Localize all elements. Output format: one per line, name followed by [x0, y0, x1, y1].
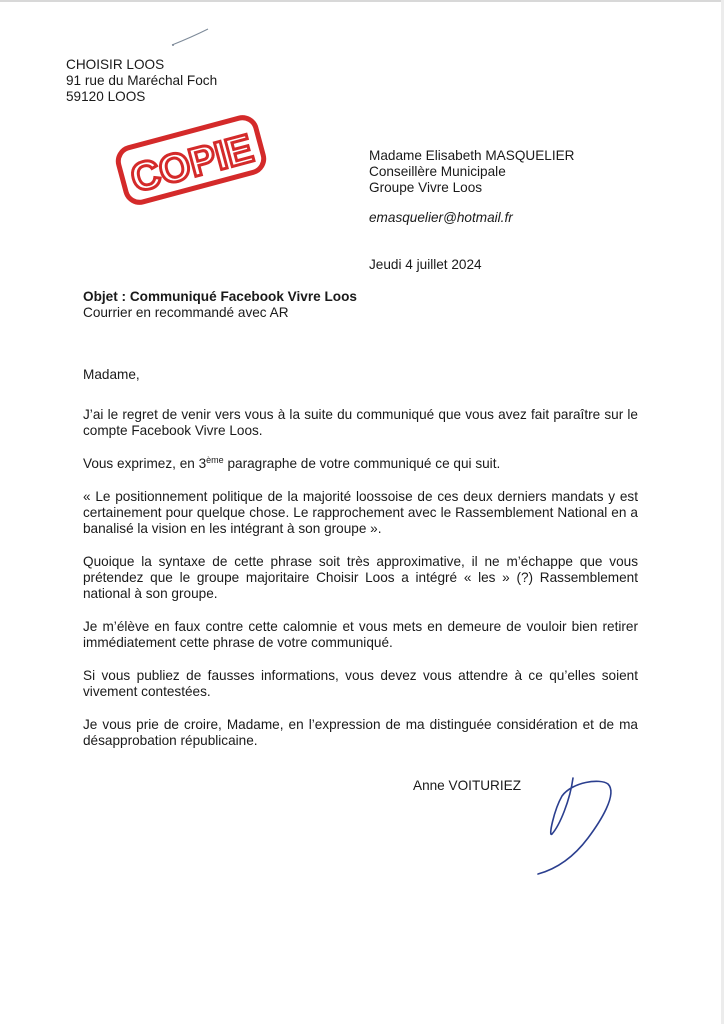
copie-stamp [108, 110, 274, 210]
recipient-role: Conseillère Municipale [369, 164, 506, 179]
sender-street: 91 rue du Maréchal Foch [66, 73, 218, 88]
paragraph-1: J’ai le regret de venir vers vous à la suite du communiqué que vous avez fait paraître sur le compte Facebook Vivre Loos. [83, 407, 638, 438]
scan-top-edge [0, 0, 724, 2]
paragraph-7-closing: Je vous prie de croire, Madame, en l’expression de ma distinguée considération et de ma désapprobation républicaine. [83, 717, 638, 748]
signer-name: Anne VOITURIEZ [413, 778, 522, 793]
salutation: Madame, [83, 367, 140, 382]
pen-stroke-mark [170, 26, 210, 48]
paragraph-2: Vous exprimez, en 3ème paragraphe de votre communiqué ce qui suit. [83, 455, 501, 471]
subject-title: Objet : Communiqué Facebook Vivre Loos [83, 289, 357, 304]
sender-city: 59120 LOOS [66, 89, 146, 104]
subject-block [83, 289, 357, 321]
letter-body [83, 407, 638, 749]
sender-name: CHOISIR LOOS [66, 57, 165, 72]
letter-date: Jeudi 4 juillet 2024 [369, 257, 482, 272]
recipient-email: emasquelier@hotmail.fr [369, 210, 513, 225]
paragraph-3-quote: « Le positionnement politique de la majorité loossoise de ces deux derniers mandats y est certainement pour quelque chose. Le rapprochement avec le Rassemblement National en a banalisé la vision en les intégrant à son groupe ». [83, 489, 638, 536]
recipient-group: Groupe Vivre Loos [369, 180, 483, 195]
ordinal-superscript: ème [206, 455, 224, 465]
delivery-method: Courrier en recommandé avec AR [83, 305, 289, 320]
paragraph-6: Si vous publiez de fausses informations, vous devez vous attendre à ce qu’elles soient vivement contestées. [83, 668, 638, 699]
recipient-name: Madame Elisabeth MASQUELIER [369, 148, 575, 163]
stamp-text: COPIE [126, 126, 258, 202]
paragraph-5: Je m’élève en faux contre cette calomnie et vous mets en demeure de vouloir bien retirer immédiatement cette phrase de votre communiqué. [83, 619, 638, 650]
paragraph-4: Quoique la syntaxe de cette phrase soit très approximative, il ne m’échappe que vous prétendez que le groupe majoritaire Choisir Loos a intégré « les » (?) Rassemblement national à son groupe. [83, 554, 638, 601]
recipient-address [369, 148, 575, 196]
handwritten-signature [530, 770, 620, 880]
sender-address [66, 57, 217, 105]
